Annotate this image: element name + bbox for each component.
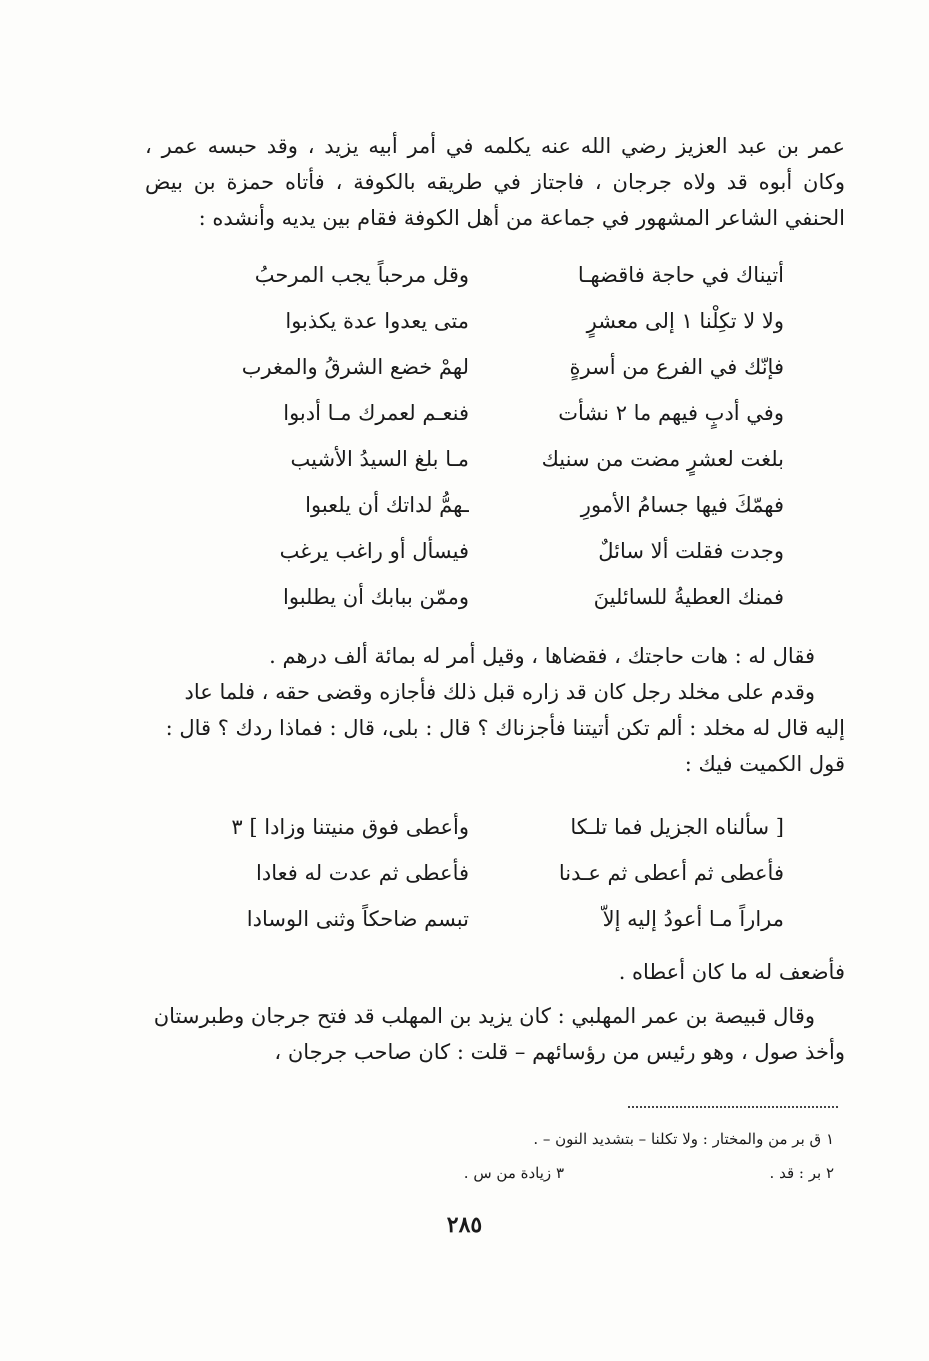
verse-line xyxy=(0,436,929,482)
text-line: وقدم على مخلد رجل كان قد زاره قبل ذلك فأجازه وقضى حقه ، فلما عاد xyxy=(184,680,815,704)
verse-second-hemistich: لهمْ خضع الشرقُ والمغرب xyxy=(241,355,469,379)
footnote-text: ٢ بر : قد . xyxy=(769,1164,834,1182)
verse-second-hemistich: فنعـم لعمرك مـا أدبوا xyxy=(283,401,469,425)
text-line: فأضعف له ما كان أعطاه . xyxy=(618,960,845,984)
footnote xyxy=(334,1156,834,1190)
verse-first-hemistich: فمنك العطيةُ للسائلينَ xyxy=(593,585,784,609)
poem-1 xyxy=(0,252,929,620)
verse-line xyxy=(0,850,929,896)
verse-second-hemistich: وممّن ببابك أن يطلبوا xyxy=(283,585,469,609)
footnotes xyxy=(334,1122,834,1190)
verse-first-hemistich: ولا لا تكِلْنا ١ إلى معشرٍ xyxy=(586,309,784,333)
footnote-separator xyxy=(628,1106,838,1108)
final-paragraph xyxy=(145,998,845,1070)
verse-first-hemistich: أتيناك في حاجة فاقضهـا xyxy=(577,263,784,287)
verse-line xyxy=(0,804,929,850)
verse-second-hemistich: تبسم ضاحكاً وثنى الوسادا xyxy=(246,907,469,931)
verse-first-hemistich: فإنّك في الفرع من أسرةٍ xyxy=(569,355,784,379)
verse-line xyxy=(0,896,929,942)
verse-second-hemistich: وقل مرحباً يجب المرحبُ xyxy=(254,263,469,287)
page-number: ٢٨٥ xyxy=(446,1212,483,1238)
verse-second-hemistich: فيسأل أو راغب يرغب xyxy=(279,539,469,563)
verse-line xyxy=(0,528,929,574)
verse-first-hemistich: [ سألناه الجزيل فما تلـكا xyxy=(570,815,784,839)
footnote-text: ١ ق بر من والمختار : ولا تكلنا – بتشديد النون – . xyxy=(533,1130,834,1148)
verse-line xyxy=(0,298,929,344)
middle-paragraph xyxy=(145,638,845,782)
verse-first-hemistich: وجدت فقلت ألا سائلٌ xyxy=(598,539,784,563)
intro-paragraph xyxy=(145,128,845,236)
verse-line xyxy=(0,574,929,620)
verse-line xyxy=(0,390,929,436)
footnote-text: ٣ زيادة من س . xyxy=(463,1164,564,1182)
verse-first-hemistich: بلغت لعشرٍ مضت من سنيك xyxy=(541,447,784,471)
footnote xyxy=(334,1122,834,1156)
verse-second-hemistich: متى يعدوا عدة يكذبوا xyxy=(285,309,469,333)
text-line: الحنفي الشاعر المشهور في جماعة من أهل الكوفة فقام بين يديه وأنشده : xyxy=(198,206,845,230)
text-line: إليه قال له مخلد : ألم تكن أتيتنا فأجزناك ؟ قال : بلى، قال : فماذا ردك ؟ قال : xyxy=(165,716,845,740)
poem-2 xyxy=(0,804,929,942)
verse-second-hemistich: فأعطى ثم عدت له فعادا xyxy=(256,861,469,885)
text-line: وكان أبوه قد ولاه جرجان ، فاجتاز في طريقه بالكوفة ، فأتاه حمزة بن بيض xyxy=(145,170,845,194)
closing-paragraph xyxy=(145,954,845,990)
text-line: وقال قبيصة بن عمر المهلبي : كان يزيد بن المهلب قد فتح جرجان وطبرستان xyxy=(153,1004,815,1028)
verse-line xyxy=(0,344,929,390)
text-line: قول الكميت فيك : xyxy=(684,752,845,776)
text-line: وأخذ صول ، وهو رئيس من رؤسائهم – قلت : كان صاحب جرجان ، xyxy=(274,1040,845,1064)
text-line: عمر بن عبد العزيز رضي الله عنه يكلمه في أمر أبيه يزيد ، وقد حبسه عمر ، xyxy=(145,134,845,158)
verse-first-hemistich: مراراً مـا أعودُ إليه إلاّ xyxy=(602,907,784,931)
verse-first-hemistich: فهمّكَ فيها جسامُ الأمورِ xyxy=(580,493,784,517)
verse-first-hemistich: فأعطى ثم أعطى ثم عـدنا xyxy=(558,861,784,885)
verse-line xyxy=(0,252,929,298)
verse-first-hemistich: وفي أدبٍ فيهم ما ٢ نشأت xyxy=(558,401,784,425)
verse-second-hemistich: ـهمُّ لداتك أن يلعبوا xyxy=(305,493,469,517)
verse-second-hemistich: مـا بلغ السيدُ الأشيب xyxy=(290,447,469,471)
verse-line xyxy=(0,482,929,528)
verse-second-hemistich: وأعطى فوق منيتنا وزادا ] ٣ xyxy=(231,815,469,839)
text-line: فقال له : هات حاجتك ، فقضاها ، وقيل أمر له بمائة ألف درهم . xyxy=(269,644,815,668)
